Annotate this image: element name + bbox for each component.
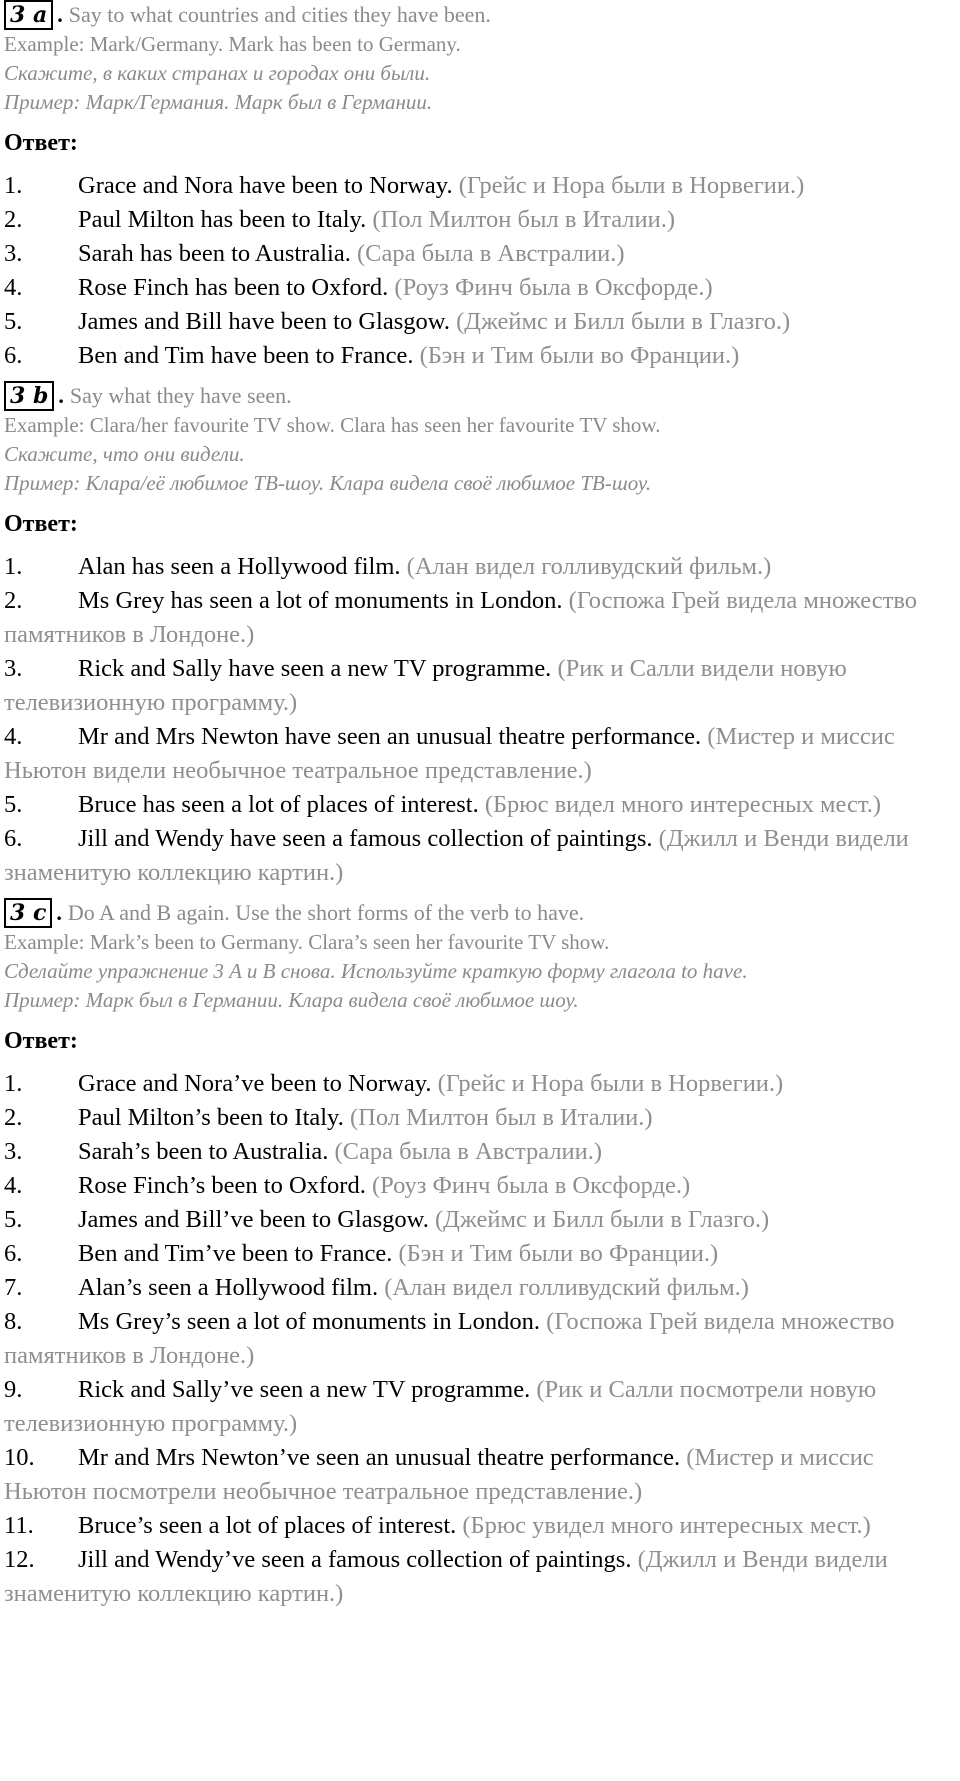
answer-item [4, 1271, 954, 1305]
answer-number: 12. [4, 1546, 35, 1573]
exercise-3c [4, 898, 954, 1611]
answer-number: 4. [4, 723, 23, 750]
answer-item [4, 271, 954, 305]
task-number-badge: 3 c [4, 898, 52, 928]
answer-number: 2. [4, 206, 23, 233]
answer-item [4, 720, 954, 788]
answer-en: Bruce has seen a lot of places of interest. [78, 791, 479, 818]
answer-number: 3. [4, 655, 23, 682]
answer-item [4, 1509, 954, 1543]
answer-en: Ms Grey has seen a lot of monuments in London. [78, 587, 563, 614]
answer-ru: (Рик и Салли посмотрели новую телевизионную программу.) [4, 1376, 877, 1437]
answer-ru: (Алан видел голливудский фильм.) [384, 1274, 749, 1301]
answer-ru: (Брюс видел много интересных мест.) [484, 791, 882, 818]
answer-number: 2. [4, 1104, 23, 1131]
answer-en: Alan has seen a Hollywood film. [78, 553, 401, 580]
answer-number: 1. [4, 172, 23, 199]
answer-number: 5. [4, 1206, 23, 1233]
task-header: 3 c . Do A and B again. Use the short forms of the verb to have. Example: Mark’s been to Germany. Clara’s seen her favourite TV show. Сделайте упражнение 3 A и B снова. Используйте краткую форму глагола to have. Пример: Марк был в Германии. Клара видела своё любимое шоу. [4, 898, 954, 1015]
instruction-ru: Скажите, что они видели. [4, 442, 245, 466]
answer-en: Rick and Sally have seen a new TV programme. [78, 655, 552, 682]
task-number-badge: 3 a [4, 0, 53, 30]
answer-ru: (Рик и Салли видели новую телевизионную программу.) [4, 655, 847, 716]
answer-ru: (Алан видел голливудский фильм.) [406, 553, 772, 580]
answer-ru: (Грейс и Нора были в Норвегии.) [437, 1070, 784, 1097]
answer-number: 1. [4, 553, 23, 580]
answer-item [4, 203, 954, 237]
answer-item [4, 1441, 954, 1509]
answer-number: 4. [4, 1172, 23, 1199]
answer-number: 1. [4, 1070, 23, 1097]
answer-number: 6. [4, 1240, 23, 1267]
answer-ru: (Брюс увидел много интересных мест.) [462, 1512, 871, 1539]
example-en: Example: Mark/Germany. Mark has been to Germany. [4, 32, 461, 56]
answer-item [4, 652, 954, 720]
answer-number: 4. [4, 274, 23, 301]
answer-en: Rick and Sally’ve seen a new TV programme. [78, 1376, 531, 1403]
answer-ru: (Бэн и Тим были во Франции.) [398, 1240, 719, 1267]
example-ru: Пример: Марк/Германия. Марк был в Германии. [4, 90, 433, 114]
example-ru: Пример: Клара/её любимое ТВ-шоу. Клара видела своё любимое ТВ-шоу. [4, 471, 652, 495]
answer-ru: (Сара была в Австралии.) [334, 1138, 603, 1165]
task-header: 3 a . Say to what countries and cities they have been. Example: Mark/Germany. Mark has been to Germany. Скажите, в каких странах и городах они были. Пример: Марк/Германия. Марк был в Германии. [4, 0, 954, 117]
exercise-3a [4, 0, 954, 373]
answer-item [4, 584, 954, 652]
answer-en: James and Bill’ve been to Glasgow. [78, 1206, 429, 1233]
answer-item [4, 1067, 954, 1101]
answer-en: Alan’s seen a Hollywood film. [78, 1274, 379, 1301]
answer-list [4, 1067, 954, 1611]
answer-number: 3. [4, 1138, 23, 1165]
answer-label: Ответ: [4, 511, 78, 537]
instruction-en: Say what they have seen. [69, 383, 292, 408]
answer-item [4, 1305, 954, 1373]
answer-number: 9. [4, 1376, 23, 1403]
answer-item [4, 822, 954, 890]
answer-ru: (Грейс и Нора были в Норвегии.) [458, 172, 805, 199]
answer-number: 10. [4, 1444, 35, 1471]
example-en: Example: Mark’s been to Germany. Clara’s seen her favourite TV show. [4, 930, 610, 954]
answer-label: Ответ: [4, 1028, 78, 1054]
answer-ru: (Пол Милтон был в Италии.) [372, 206, 676, 233]
instruction-en: Say to what countries and cities they have been. [68, 2, 491, 27]
answer-en: Jill and Wendy have seen a famous collection of paintings. [78, 825, 653, 852]
answer-number: 7. [4, 1274, 23, 1301]
exercise-3b [4, 381, 954, 890]
answer-ru: (Сара была в Австралии.) [356, 240, 625, 267]
answer-item [4, 237, 954, 271]
answer-number: 6. [4, 342, 23, 369]
answer-en: Rose Finch’s been to Oxford. [78, 1172, 366, 1199]
answer-en: Ms Grey’s seen a lot of monuments in London. [78, 1308, 541, 1335]
answer-item [4, 339, 954, 373]
example-ru: Пример: Марк был в Германии. Клара видела своё любимое шоу. [4, 988, 579, 1012]
answer-list [4, 169, 954, 373]
answer-en: Ben and Tim have been to France. [78, 342, 414, 369]
answer-ru: (Бэн и Тим были во Франции.) [419, 342, 740, 369]
answer-ru: (Мистер и миссис Ньютон видели необычное театральное представление.) [4, 723, 895, 784]
answer-item [4, 1373, 954, 1441]
answer-number: 2. [4, 587, 23, 614]
answer-item [4, 1237, 954, 1271]
answer-item [4, 788, 954, 822]
answer-en: Bruce’s seen a lot of places of interest. [78, 1512, 457, 1539]
answer-ru: (Роуз Финч была в Оксфорде.) [371, 1172, 691, 1199]
instruction-ru: Скажите, в каких странах и городах они были. [4, 61, 431, 85]
example-en: Example: Clara/her favourite TV show. Clara has seen her favourite TV show. [4, 413, 661, 437]
answer-item [4, 305, 954, 339]
answer-ru: (Джеймс и Билл были в Глазго.) [435, 1206, 770, 1233]
answer-list [4, 550, 954, 890]
answer-number: 8. [4, 1308, 23, 1335]
answer-item [4, 1543, 954, 1611]
answer-item [4, 1101, 954, 1135]
answer-number: 5. [4, 791, 23, 818]
task-header: 3 b . Say what they have seen. Example: Clara/her favourite TV show. Clara has seen her favourite TV show. Скажите, что они видели. Пример: Клара/её любимое ТВ-шоу. Клара видела своё любимое ТВ-шоу. [4, 381, 954, 498]
answer-ru: (Госпожа Грей видела множество памятников в Лондоне.) [4, 587, 918, 648]
answer-number: 11. [4, 1512, 34, 1539]
answer-number: 5. [4, 308, 23, 335]
answer-item [4, 550, 954, 584]
answer-en: Mr and Mrs Newton have seen an unusual theatre performance. [78, 723, 702, 750]
answer-en: Paul Milton’s been to Italy. [78, 1104, 344, 1131]
answer-en: James and Bill have been to Glasgow. [78, 308, 450, 335]
answer-en: Grace and Nora have been to Norway. [78, 172, 453, 199]
answer-ru: (Джилл и Венди видели знаменитую коллекцию картин.) [4, 825, 909, 886]
answer-en: Mr and Mrs Newton’ve seen an unusual theatre performance. [78, 1444, 681, 1471]
answer-item [4, 169, 954, 203]
answer-number: 6. [4, 825, 23, 852]
answer-ru: (Госпожа Грей видела множество памятников в Лондоне.) [4, 1308, 895, 1369]
answer-en: Sarah’s been to Australia. [78, 1138, 329, 1165]
answer-en: Sarah has been to Australia. [78, 240, 351, 267]
answer-label: Ответ: [4, 130, 78, 156]
answer-number: 3. [4, 240, 23, 267]
answer-item [4, 1203, 954, 1237]
answer-en: Jill and Wendy’ve seen a famous collection of paintings. [78, 1546, 632, 1573]
answer-ru: (Мистер и миссис Ньютон посмотрели необычное театральное представление.) [4, 1444, 874, 1505]
instruction-ru: Сделайте упражнение 3 A и B снова. Используйте краткую форму глагола to have. [4, 959, 748, 983]
answer-ru: (Пол Милтон был в Италии.) [349, 1104, 653, 1131]
answer-en: Rose Finch has been to Oxford. [78, 274, 389, 301]
answer-en: Grace and Nora’ve been to Norway. [78, 1070, 432, 1097]
answer-ru: (Роуз Финч была в Оксфорде.) [394, 274, 713, 301]
answer-en: Ben and Tim’ve been to France. [78, 1240, 393, 1267]
answer-item [4, 1169, 954, 1203]
answer-ru: (Джилл и Венди видели знаменитую коллекцию картин.) [4, 1546, 888, 1607]
task-number-badge: 3 b [4, 381, 54, 411]
answer-item [4, 1135, 954, 1169]
answer-en: Paul Milton has been to Italy. [78, 206, 367, 233]
instruction-en: Do A and B again. Use the short forms of the verb to have. [67, 900, 585, 925]
answer-ru: (Джеймс и Билл были в Глазго.) [456, 308, 791, 335]
